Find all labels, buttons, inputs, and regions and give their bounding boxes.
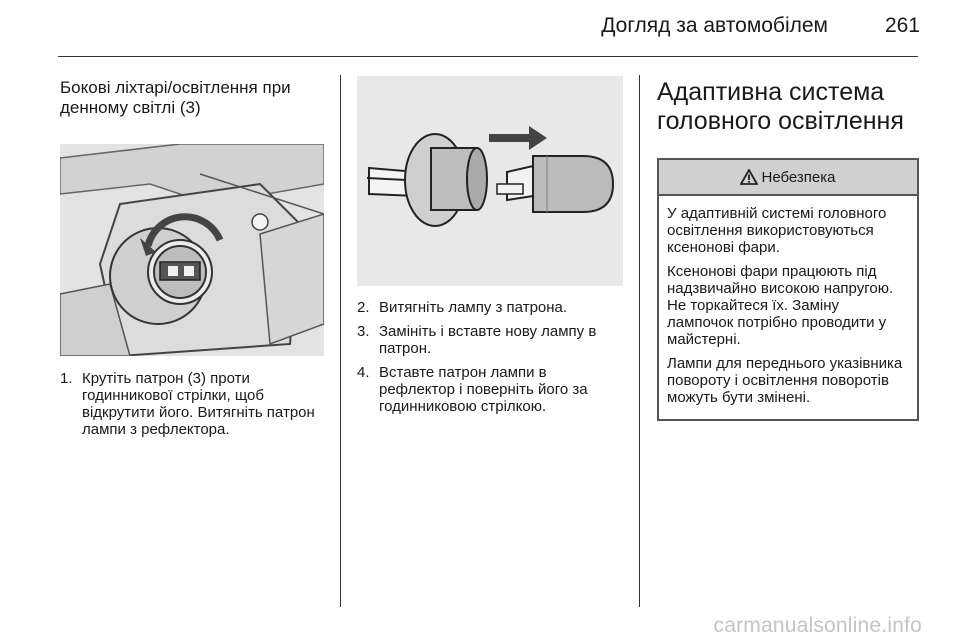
section-heading-adaptive-lighting: Адаптивна система головного освітлення: [657, 78, 904, 135]
warning-body: [659, 196, 917, 419]
step-text: Замініть і вставте нову лампу в патрон.: [379, 323, 597, 357]
warning-header: [659, 160, 917, 196]
list-item: [357, 364, 625, 415]
step-number: 4.: [357, 364, 370, 381]
steps-list-left: [60, 370, 326, 438]
socket-rotation-illustration: [60, 144, 324, 356]
step-text: Витягніть лампу з патрона.: [379, 299, 568, 316]
column-divider: [639, 75, 640, 607]
left-column: [60, 78, 326, 445]
watermark: carmanualsonline.info: [713, 614, 922, 637]
steps-list-middle: [357, 299, 625, 415]
header-rule: [58, 56, 918, 57]
warning-title: Небезпека: [761, 168, 836, 186]
list-item: [60, 370, 326, 438]
column-divider: [340, 75, 341, 607]
step-number: 2.: [357, 299, 370, 316]
step-text: Крутіть патрон (3) проти годинникової стрілки, щоб відкрутити його. Витягніть патрон лампи з рефлектора.: [82, 370, 315, 438]
warning-box: [657, 158, 919, 421]
list-item: [357, 299, 625, 316]
step-number: 3.: [357, 323, 370, 340]
right-column: [657, 78, 919, 421]
middle-column: [357, 78, 625, 422]
warning-triangle-icon: [740, 169, 758, 185]
section-heading-side-lights: Бокові ліхтарі/освітлення при денному світлі (3): [60, 78, 291, 117]
figure-bulb-removal: [357, 76, 623, 286]
warning-paragraph: Лампи для переднього указівника повороту і освітлення поворотів можуть бути змінені.: [667, 355, 903, 406]
warning-paragraph: У адаптивній системі головного освітлення використовуються ксенонові фари.: [667, 205, 887, 256]
figure-socket-rotation: [60, 144, 324, 356]
step-text: Вставте патрон лампи в рефлектор і поверніть його за годинниковою стрілкою.: [379, 364, 588, 415]
page-number: 261: [884, 14, 920, 37]
bulb-removal-illustration: [357, 76, 623, 286]
warning-paragraph: Ксенонові фари працюють під надзвичайно високою напругою. Не торкайтеся їх. Заміну лампочок потрібно проводити у майстерні.: [667, 263, 894, 348]
running-header-title: Догляд за автомобілем: [601, 14, 828, 37]
list-item: [357, 323, 625, 357]
step-number: 1.: [60, 370, 73, 387]
